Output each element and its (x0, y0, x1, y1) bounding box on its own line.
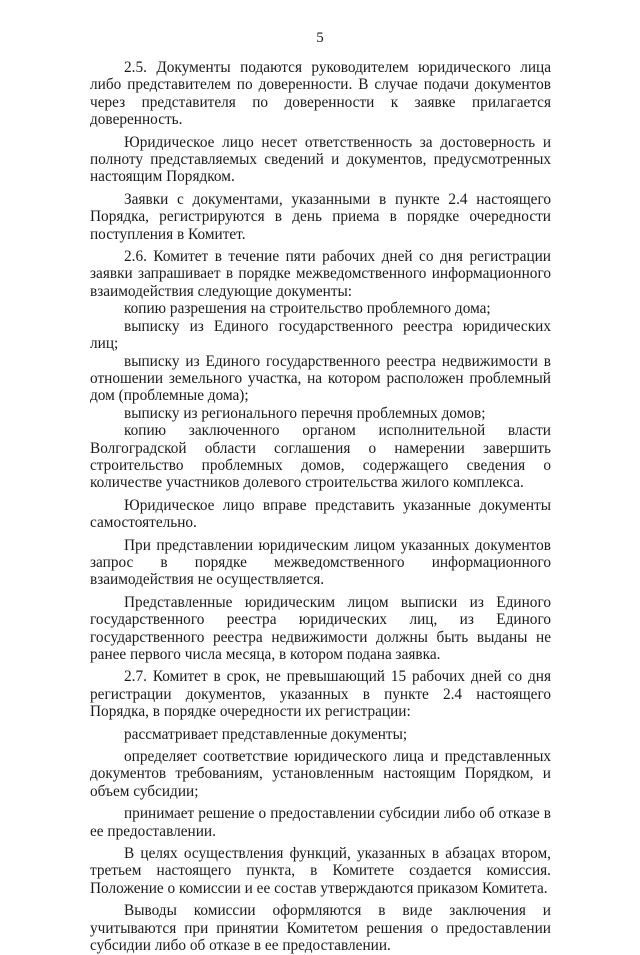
paragraph: 2.6. Комитет в течение пяти рабочих дней со дня регистрации заявки запрашивает в порядке межведомственного информационного взаимодействия следующие документы: (90, 248, 551, 300)
paragraph: Заявки с документами, указанными в пункте 2.4 настоящего Порядка, регистрируются в день приема в порядке очередности поступления в Комитет. (90, 190, 551, 243)
paragraph: Выводы комиссии оформляются в виде заключения и учитываются при принятии Комитетом решения о предоставлении субсидии либо об отказе в ее предоставлении. (90, 902, 551, 955)
paragraph: определяет соответствие юридического лица и представленных документов требованиям, установленным настоящим Порядком, и объем субсидии; (90, 748, 551, 800)
paragraph: принимает решение о предоставлении субсидии либо об отказе в ее предоставлении. (90, 805, 551, 840)
paragraph: Юридическое лицо несет ответственность за достоверность и полноту представляемых сведений и документов, предусмотренных настоящим Порядком. (90, 133, 551, 186)
paragraph: рассматривает представленные документы; (124, 725, 408, 743)
paragraph: При представлении юридическим лицом указанных документов запрос в порядке межведомственного информационного взаимодействия не осуществляется. (90, 536, 551, 589)
paragraph: выписку из регионального перечня проблемных домов; (124, 404, 486, 422)
paragraph: 2.5. Документы подаются руководителем юридического лица либо представителем по доверенности. В случае подачи документов через представителя по доверенности к заявке прилагается доверенность. (90, 59, 551, 129)
paragraph: Юридическое лицо вправе представить указанные документы самостоятельно. (90, 496, 551, 532)
paragraph: В целях осуществления функций, указанных в абзацах втором, третьем настоящего пункта, в Комитете создается комиссия. Положение о комиссии и ее состав утверждаются приказом Комитета. (90, 845, 551, 897)
paragraph: 2.7. Комитет в срок, не превышающий 15 рабочих дней со дня регистрации документов, указанных в пункте 2.4 настоящего Порядка, в порядке очередности их регистрации: (90, 668, 551, 721)
paragraph: Представленные юридическим лицом выписки из Единого государственного реестра юридических лиц, из Единого государственного реестра недвижимости должны быть выданы не ранее первого числа месяца, в котором подана заявка. (90, 593, 551, 663)
paragraph: копию заключенного органом исполнительной власти Волгоградской области соглашения о намерении завершить строительство проблемных домов, содержащего сведения о количестве участников долевого строительства жилого комплекса. (90, 422, 551, 492)
paragraph: копию разрешения на строительство проблемного дома; (124, 300, 491, 318)
document-body (90, 59, 551, 955)
paragraph: выписку из Единого государственного реестра недвижимости в отношении земельного участка, на котором расположен проблемный дом (проблемные дома); (90, 352, 551, 405)
paragraph: выписку из Единого государственного реестра юридических лиц; (90, 317, 551, 353)
page-number: 5 (316, 30, 324, 46)
